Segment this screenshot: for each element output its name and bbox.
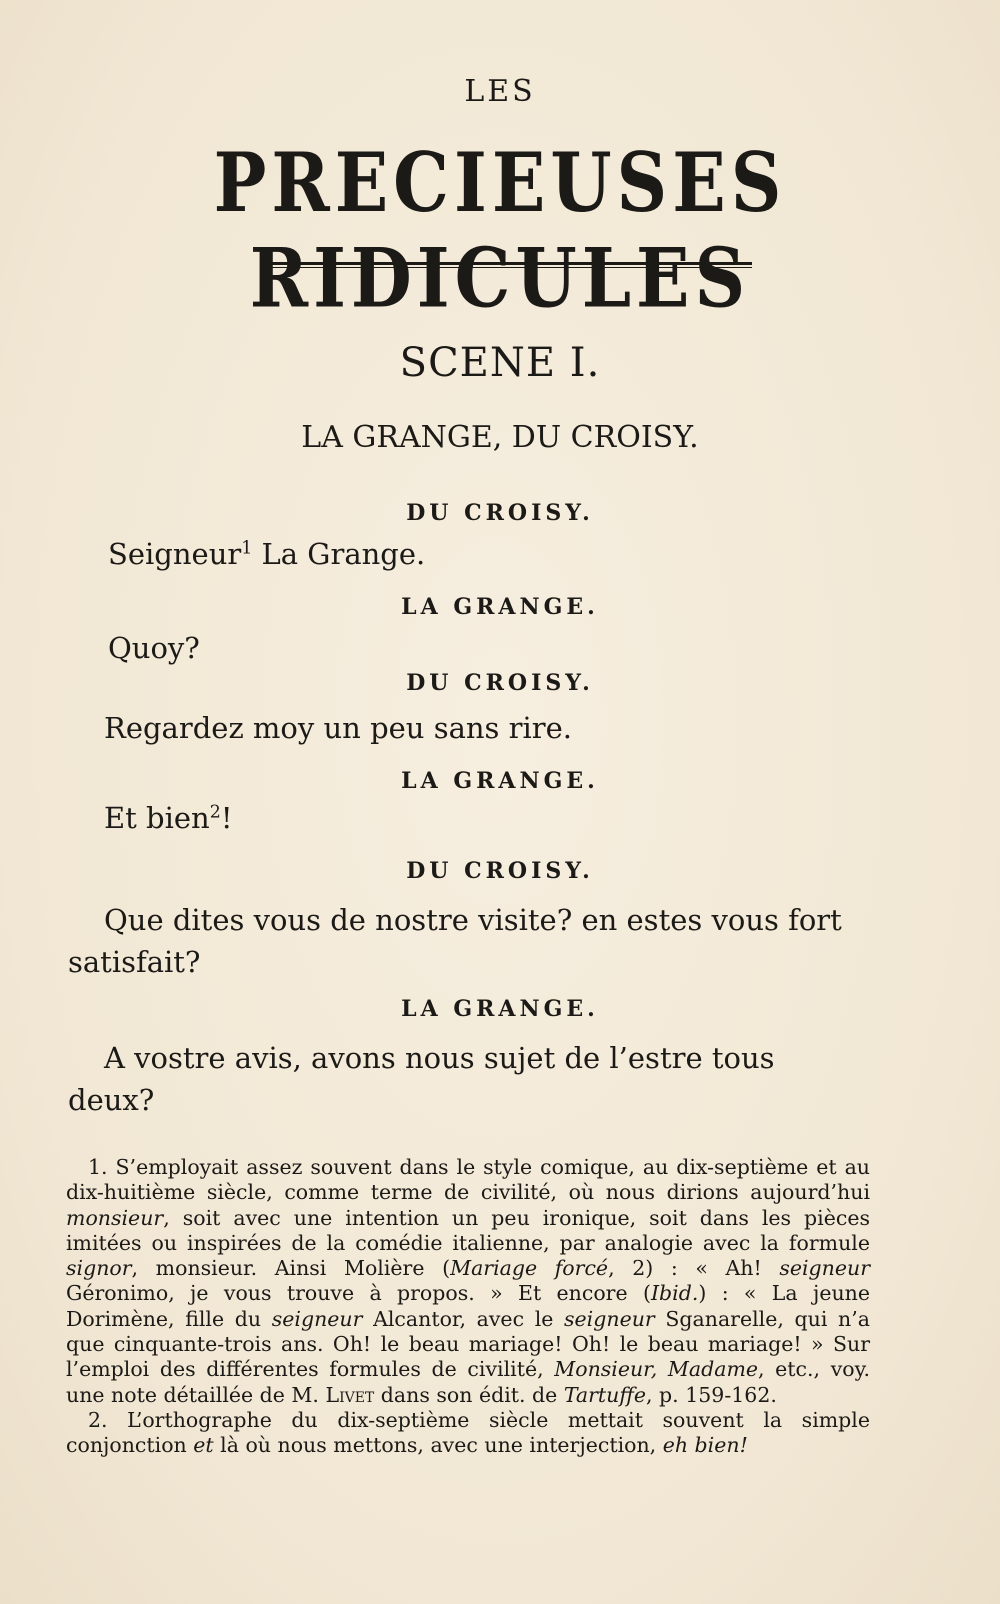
footnote-italic: Monsieur, Madame bbox=[554, 1357, 759, 1382]
footnote-ref: 2 bbox=[209, 802, 221, 823]
speaker-name: LA GRANGE. bbox=[401, 996, 599, 1022]
dialogue-text: Et bien bbox=[104, 801, 210, 835]
footnote-ref: 1 bbox=[241, 538, 253, 559]
footnote-text: ) : « La jeune Dorimène, fille du bbox=[66, 1281, 870, 1331]
scene-characters: LA GRANGE, DU CROISY. bbox=[301, 420, 699, 455]
footnote-number: 1. bbox=[88, 1155, 108, 1179]
footnote-smallcaps: Livet bbox=[325, 1382, 375, 1407]
speaker-name: LA GRANGE. bbox=[401, 768, 599, 794]
footnote-italic: seigneur bbox=[779, 1256, 871, 1281]
footnote-italic: seigneur bbox=[271, 1306, 363, 1331]
dialogue-text: Seigneur bbox=[108, 537, 242, 571]
footnotes bbox=[66, 1155, 870, 1459]
dialogue-text: La Grange. bbox=[252, 537, 426, 571]
footnote-text: Sganarelle, qui n’a que cinquante-trois ans. Oh! le beau mariage! Oh! le beau mariage! » Sur l’emploi des différentes formules de civilité, bbox=[66, 1306, 870, 1382]
footnote-text: là où nous mettons, avec une interjection, bbox=[213, 1433, 663, 1458]
footnote-text: Alcantor, avec le bbox=[362, 1306, 565, 1331]
footnote-italic: Mariage forcé bbox=[450, 1256, 609, 1281]
footnote-text: , monsieur. Ainsi Molière ( bbox=[131, 1256, 451, 1281]
dialogue-line: A vostre avis, avons nous sujet de l’estre tous bbox=[104, 1041, 775, 1075]
footnote-text: , etc., voy. une note détaillée de M. bbox=[66, 1357, 870, 1407]
dialogue-line: Regardez moy un peu sans rire. bbox=[104, 711, 573, 745]
footnote-italic: signor bbox=[66, 1256, 132, 1281]
footnote-text: Géronimo, je vous trouve à propos. » Et encore ( bbox=[66, 1281, 651, 1306]
dialogue-line: Quoy? bbox=[108, 631, 200, 665]
speaker-name: DU CROISY. bbox=[406, 500, 594, 526]
title-rule-thick bbox=[262, 262, 752, 265]
footnote-2 bbox=[66, 1408, 870, 1459]
footnote-text: , soit avec une intention un peu ironique, soit dans les pièces imitées ou inspirées de la comédie italienne, par analogie avec la formule bbox=[66, 1205, 870, 1255]
scene-heading: SCENE I. bbox=[399, 340, 601, 386]
footnote-text: L’orthographe du dix-septième siècle mettait souvent la simple conjonction bbox=[66, 1407, 870, 1458]
dialogue-line: Que dites vous de nostre visite? en estes vous fort bbox=[104, 903, 842, 937]
title-kicker: LES bbox=[464, 74, 536, 109]
speaker-name: DU CROISY. bbox=[406, 858, 594, 884]
footnote-italic: seigneur bbox=[564, 1306, 655, 1331]
dialogue-line: satisfait? bbox=[68, 945, 201, 979]
title-rule-thin bbox=[262, 267, 752, 268]
footnote-text: , 2) : « Ah! bbox=[608, 1256, 780, 1281]
footnote-number: 2. bbox=[88, 1407, 108, 1432]
footnote-italic: et bbox=[193, 1433, 214, 1458]
footnote-text: , p. 159-162. bbox=[646, 1382, 777, 1407]
footnote-italic: Tartuffe bbox=[563, 1382, 647, 1407]
speaker-name: LA GRANGE. bbox=[401, 594, 599, 620]
footnote-italic: monsieur bbox=[66, 1205, 164, 1230]
footnote-italic: Ibid. bbox=[650, 1281, 699, 1306]
dialogue-line bbox=[108, 532, 425, 576]
footnote-1 bbox=[66, 1155, 870, 1408]
dialogue-line bbox=[104, 796, 232, 840]
play-title: PRECIEUSES RIDICULES bbox=[213, 135, 787, 327]
dialogue-text: ! bbox=[220, 801, 233, 835]
footnote-text: S’employait assez souvent dans le style comique, au dix-septième et au dix-huitième siècle, comme terme de civilité, où nous dirions aujourd’hui bbox=[66, 1155, 870, 1205]
speaker-name: DU CROISY. bbox=[406, 670, 594, 696]
footnote-italic: eh bien! bbox=[662, 1433, 748, 1458]
dialogue-line: deux? bbox=[68, 1083, 155, 1117]
footnote-text: dans son édit. de bbox=[374, 1382, 564, 1407]
